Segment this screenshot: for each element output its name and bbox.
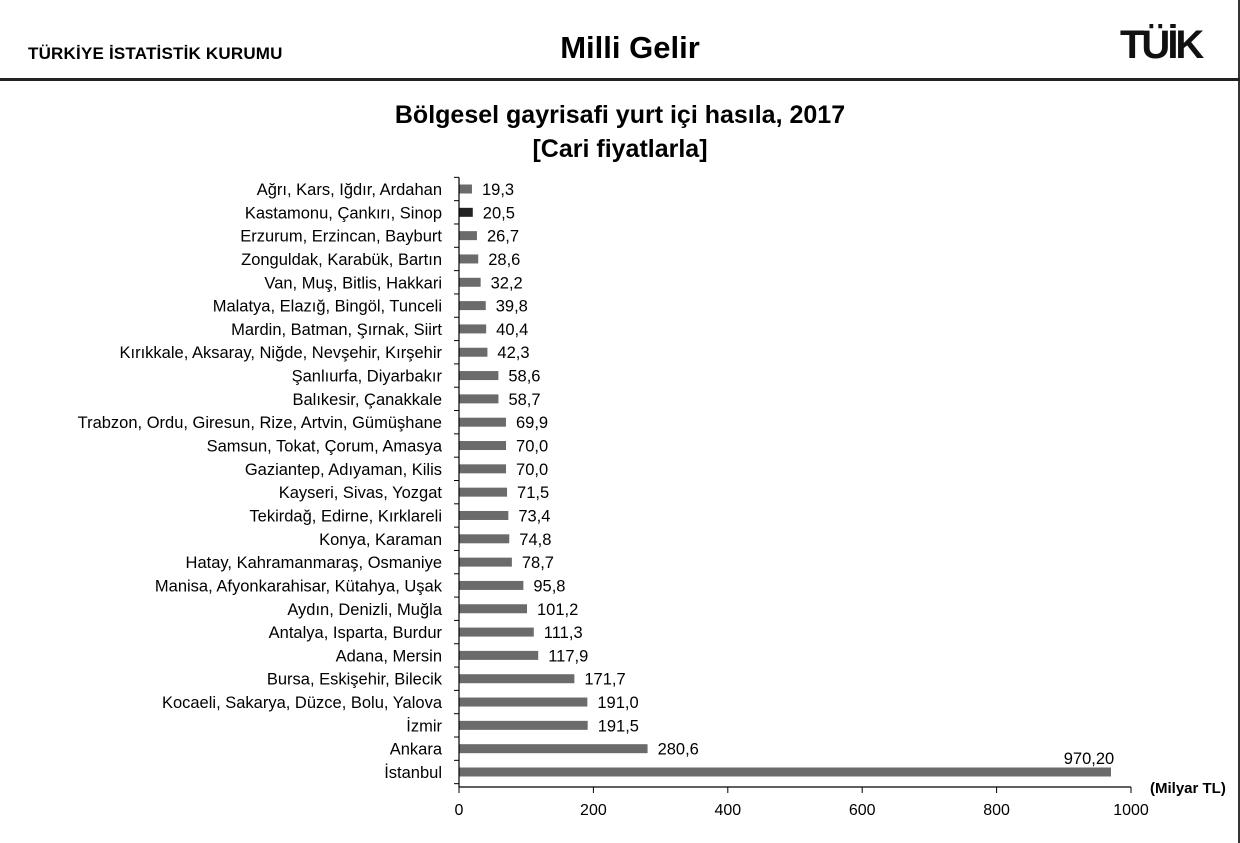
value-label: 78,7 <box>521 554 555 573</box>
value-label: 28,6 <box>488 250 521 269</box>
category-label: Zonguldak, Karabük, Bartın <box>241 250 442 269</box>
value-label: 101,2 <box>537 600 579 619</box>
category-label: Gaziantep, Adıyaman, Kilis <box>244 460 442 479</box>
category-label: Erzurum, Erzincan, Bayburt <box>240 227 442 246</box>
bar <box>459 674 574 683</box>
value-label: 69,9 <box>515 414 549 433</box>
category-label: İstanbul <box>384 764 442 782</box>
bar <box>459 371 498 380</box>
value-label: 191,5 <box>597 717 639 736</box>
value-label: 280,6 <box>657 740 699 759</box>
category-label: Ağrı, Kars, Iğdır, Ardahan <box>256 181 442 199</box>
value-label: 20,5 <box>482 204 515 223</box>
x-tick-label: 1000 <box>1113 802 1149 819</box>
organization-name: TÜRKİYE İSTATİSTİK KURUMU <box>28 44 283 63</box>
category-label: Ankara <box>389 740 442 759</box>
bar <box>459 185 472 194</box>
value-label: 171,7 <box>584 670 626 689</box>
bar <box>459 651 538 660</box>
chart-title: Bölgesel gayrisafi yurt içi hasıla, 2017 <box>394 101 846 129</box>
category-label: Kocaeli, Sakarya, Düzce, Bolu, Yalova <box>161 694 442 713</box>
x-tick-label: 400 <box>714 802 742 819</box>
value-label: 26,7 <box>486 227 520 246</box>
category-label: Tekirdağ, Edirne, Kırklareli <box>249 507 442 526</box>
bar <box>459 208 473 217</box>
category-label: Bursa, Eskişehir, Bilecik <box>266 670 442 689</box>
category-label: Konya, Karaman <box>319 530 442 549</box>
value-label: 39,8 <box>495 297 528 316</box>
logo-text: TÜİK <box>1120 23 1202 66</box>
bar <box>459 768 1111 777</box>
category-label: Adana, Mersin <box>335 647 442 666</box>
value-label: 58,7 <box>508 390 541 409</box>
value-label: 70,0 <box>516 437 549 456</box>
page-title: Milli Gelir <box>560 30 700 65</box>
unit-label: (Milyar TL) <box>1150 780 1226 797</box>
category-label: İzmir <box>406 717 442 736</box>
value-label: 71,5 <box>517 484 550 503</box>
category-label: Van, Muş, Bitlis, Hakkari <box>264 274 442 293</box>
bar <box>459 231 477 240</box>
bar <box>459 604 527 613</box>
bar <box>459 581 523 590</box>
bar <box>459 278 481 287</box>
value-label: 70,0 <box>516 460 549 479</box>
value-label: 40,4 <box>496 320 529 339</box>
bar <box>459 418 506 427</box>
category-label: Balıkesir, Çanakkale <box>292 390 442 409</box>
x-tick-label: 0 <box>454 802 464 819</box>
category-label: Kırıkkale, Aksaray, Niğde, Nevşehir, Kırşehir <box>119 344 442 363</box>
value-label: 191,0 <box>597 694 639 713</box>
bar <box>459 488 507 497</box>
value-label: 32,2 <box>490 274 523 293</box>
bar <box>459 394 498 403</box>
value-label: 42,3 <box>497 344 530 363</box>
value-label: 117,9 <box>548 647 589 666</box>
value-label: 74,8 <box>519 530 552 549</box>
bar <box>459 558 512 567</box>
category-label: Aydın, Denizli, Muğla <box>287 600 442 619</box>
category-label: Malatya, Elazığ, Bingöl, Tunceli <box>212 297 442 316</box>
value-label: 95,8 <box>533 577 566 596</box>
bar <box>459 348 487 357</box>
bar <box>459 628 534 637</box>
value-label: 19,3 <box>481 181 515 199</box>
value-label: 970,20 <box>1063 750 1115 768</box>
bar <box>459 441 506 450</box>
category-label: Hatay, Kahramanmaraş, Osmaniye <box>185 554 442 573</box>
x-tick-label: 200 <box>580 802 607 819</box>
chart-subtitle: [Cari fiyatlarla] <box>532 135 708 163</box>
x-tick-label: 800 <box>983 802 1010 819</box>
bar <box>459 534 509 543</box>
bar <box>459 301 486 310</box>
bar <box>459 464 506 473</box>
value-label: 58,6 <box>508 367 541 386</box>
category-label: Samsun, Tokat, Çorum, Amasya <box>206 437 442 456</box>
category-label: Şanlıurfa, Diyarbakır <box>291 367 442 386</box>
bar <box>459 254 478 263</box>
bar <box>459 721 588 730</box>
x-tick-label: 600 <box>848 802 876 819</box>
category-label: Kastamonu, Çankırı, Sinop <box>244 204 442 223</box>
bar <box>459 698 587 707</box>
bar <box>459 744 648 753</box>
bar <box>459 511 508 520</box>
category-label: Trabzon, Ordu, Giresun, Rize, Artvin, Gümüşhane <box>77 414 442 433</box>
category-label: Mardin, Batman, Şırnak, Siirt <box>231 320 442 339</box>
value-label: 73,4 <box>518 507 551 526</box>
category-label: Kayseri, Sivas, Yozgat <box>278 484 442 503</box>
value-label: 111,3 <box>543 624 583 643</box>
bar <box>459 324 486 333</box>
category-label: Antalya, Isparta, Burdur <box>268 624 442 643</box>
category-label: Manisa, Afyonkarahisar, Kütahya, Uşak <box>154 577 442 596</box>
